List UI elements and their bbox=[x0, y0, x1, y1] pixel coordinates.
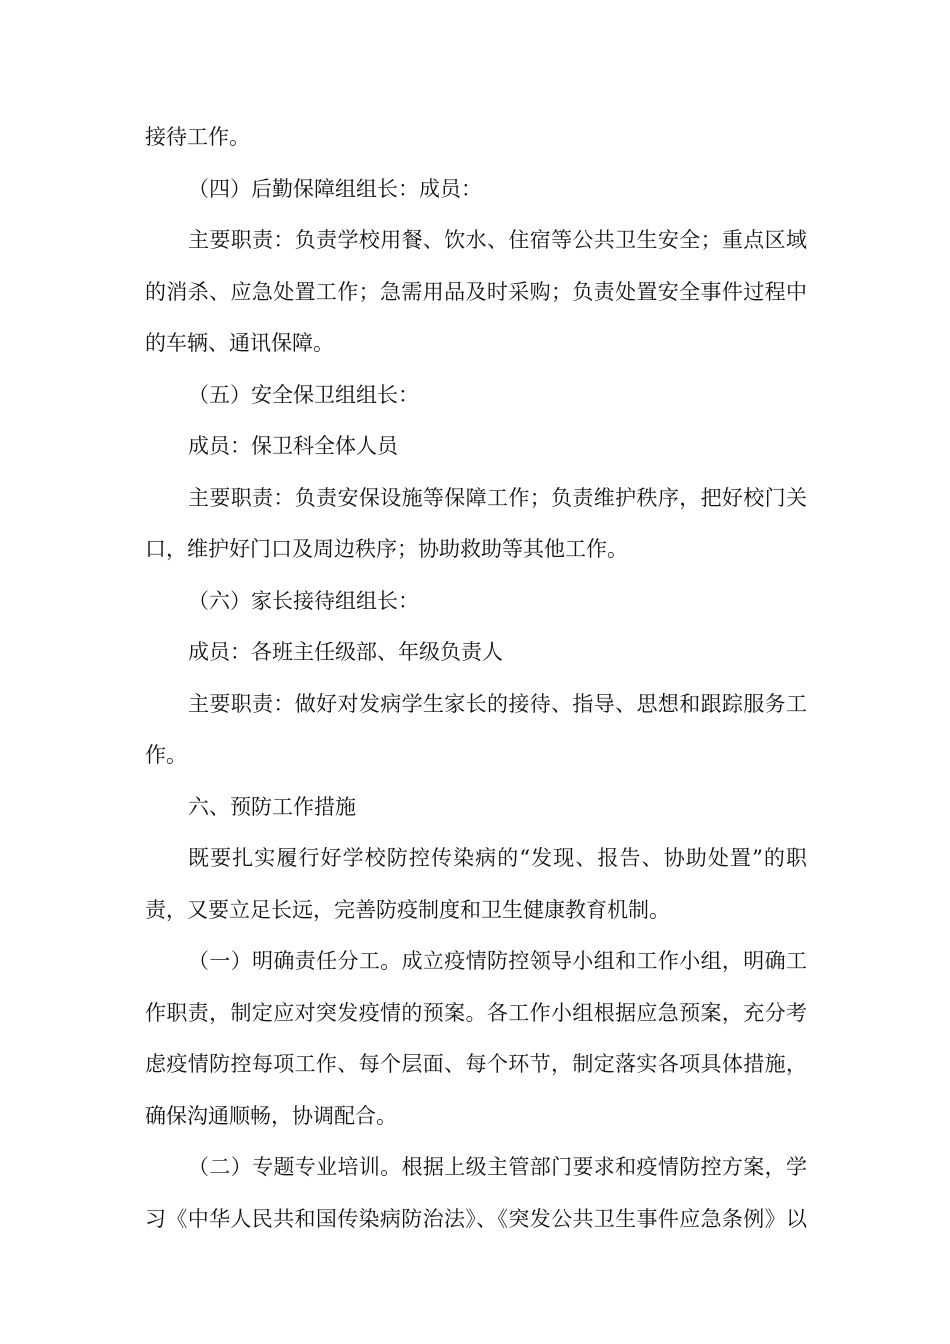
text-line: 的车辆、通讯保障。 bbox=[145, 331, 334, 355]
text-line: 的消杀、应急处置工作；急需用品及时采购；负责处置安全事件过程中 bbox=[145, 279, 807, 304]
text-line: 口，维护好门口及周边秩序；协助救助等其他工作。 bbox=[145, 537, 628, 561]
text-line: 主要职责：负责安保设施等保障工作；负责维护秩序，把好校门关 bbox=[188, 485, 807, 510]
text-line: 虑疫情防控每项工作、每个层面、每个环节，制定落实各项具体措施， bbox=[145, 1052, 807, 1076]
text-line: 作职责，制定应对突发疫情的预案。各工作小组根据应急预案，充分考 bbox=[145, 1000, 807, 1025]
document-body bbox=[145, 112, 807, 1245]
text-line: （一）明确责任分工。成立疫情防控领导小组和工作小组，明确工 bbox=[188, 949, 807, 973]
text-line: 六、预防工作措施 bbox=[188, 794, 356, 819]
text-line: 成员：各班主任级部、年级负责人 bbox=[188, 640, 503, 664]
text-line: 既要扎实履行好学校防控传染病的“发现、报告、协助处置”的职 bbox=[188, 846, 807, 870]
text-line: （四）后勤保障组组长：成员： bbox=[188, 176, 482, 201]
text-line: 责，又要立足长远，完善防疫制度和卫生健康教育机制。 bbox=[145, 897, 670, 922]
text-line: 习《中华人民共和国传染病防治法》、《突发公共卫生事件应急条例》以 bbox=[145, 1206, 807, 1231]
text-line: （二）专题专业培训。根据上级主管部门要求和疫情防控方案，学 bbox=[188, 1155, 807, 1179]
text-line: 接待工作。 bbox=[145, 125, 250, 149]
text-line: （五）安全保卫组组长： bbox=[188, 382, 419, 407]
text-line: 主要职责：负责学校用餐、饮水、住宿等公共卫生安全；重点区域 bbox=[188, 228, 807, 252]
text-line: 作。 bbox=[145, 743, 187, 767]
text-line: 成员：保卫科全体人员 bbox=[188, 434, 398, 458]
text-line: （六）家长接待组组长： bbox=[188, 588, 419, 613]
text-line: 主要职责：做好对发病学生家长的接待、指导、思想和跟踪服务工 bbox=[188, 691, 807, 716]
text-line: 确保沟通顺畅，协调配合。 bbox=[145, 1103, 397, 1128]
